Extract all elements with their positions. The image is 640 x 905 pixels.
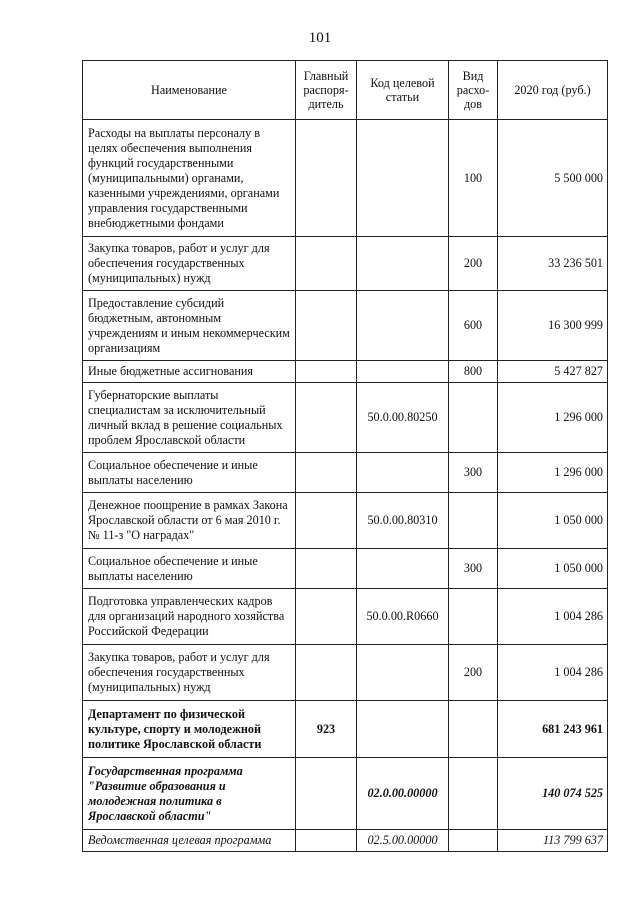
table-row — [83, 645, 608, 701]
row-type: 600 — [449, 291, 498, 361]
table-row — [83, 237, 608, 291]
table-row-program — [83, 758, 608, 830]
row-amount: 33 236 501 — [498, 237, 608, 291]
row-name: Ведомственная целевая программа — [83, 830, 296, 852]
table-row — [83, 361, 608, 383]
row-name: Социальное обеспечение и иные выплаты населению — [83, 453, 296, 493]
row-name: Закупка товаров, работ и услуг для обеспечения государственных (муниципальных) нужд — [83, 645, 296, 701]
row-code: 50.0.00.80250 — [357, 383, 449, 453]
row-amount: 1 050 000 — [498, 549, 608, 589]
row-code — [357, 549, 449, 589]
header-admin: Главный распоря-дитель — [296, 61, 357, 120]
row-amount: 1 004 286 — [498, 645, 608, 701]
row-name: Денежное поощрение в рамках Закона Ярославской области от 6 мая 2010 г. № 11-з "О наградах" — [83, 493, 296, 549]
table-row — [83, 291, 608, 361]
row-amount: 1 296 000 — [498, 383, 608, 453]
row-name: Социальное обеспечение и иные выплаты населению — [83, 549, 296, 589]
row-code: 02.0.00.00000 — [357, 758, 449, 830]
table-row — [83, 120, 608, 237]
row-type: 100 — [449, 120, 498, 237]
row-code — [357, 701, 449, 758]
row-name: Закупка товаров, работ и услуг для обеспечения государственных (муниципальных) нужд — [83, 237, 296, 291]
header-amount: 2020 год (руб.) — [498, 61, 608, 120]
header-type: Вид расхо-дов — [449, 61, 498, 120]
table-row — [83, 549, 608, 589]
row-admin — [296, 645, 357, 701]
row-type: 300 — [449, 453, 498, 493]
row-amount: 113 799 637 — [498, 830, 608, 852]
table-row-subprogram — [83, 830, 608, 852]
row-admin — [296, 493, 357, 549]
table-header-row — [83, 61, 608, 120]
row-type — [449, 493, 498, 549]
table-row — [83, 493, 608, 549]
row-admin — [296, 758, 357, 830]
row-admin: 923 — [296, 701, 357, 758]
row-amount: 140 074 525 — [498, 758, 608, 830]
row-name: Государственная программа "Развитие образования и молодежная политика в Ярославской области" — [83, 758, 296, 830]
row-type: 300 — [449, 549, 498, 589]
table-row-department — [83, 701, 608, 758]
row-amount: 5 427 827 — [498, 361, 608, 383]
row-code: 02.5.00.00000 — [357, 830, 449, 852]
row-name: Подготовка управленческих кадров для организаций народного хозяйства Российской Федерации — [83, 589, 296, 645]
page-number: 101 — [308, 30, 332, 46]
row-type — [449, 589, 498, 645]
row-code — [357, 120, 449, 237]
row-type — [449, 830, 498, 852]
row-amount: 16 300 999 — [498, 291, 608, 361]
row-admin — [296, 830, 357, 852]
table-row — [83, 589, 608, 645]
row-type: 200 — [449, 645, 498, 701]
row-type — [449, 383, 498, 453]
row-type: 200 — [449, 237, 498, 291]
row-admin — [296, 237, 357, 291]
row-amount: 1 050 000 — [498, 493, 608, 549]
row-code — [357, 645, 449, 701]
row-amount: 5 500 000 — [498, 120, 608, 237]
row-name: Расходы на выплаты персоналу в целях обеспечения выполнения функций государственными (муниципальными) органами, казенными учреждениями, органами управления государственными внебюджетными фондами — [83, 120, 296, 237]
budget-table — [82, 60, 608, 852]
row-code — [357, 453, 449, 493]
row-code: 50.0.00.80310 — [357, 493, 449, 549]
row-amount: 681 243 961 — [498, 701, 608, 758]
row-admin — [296, 361, 357, 383]
table-row — [83, 453, 608, 493]
row-admin — [296, 453, 357, 493]
row-code — [357, 291, 449, 361]
row-code: 50.0.00.R0660 — [357, 589, 449, 645]
row-type — [449, 701, 498, 758]
row-admin — [296, 120, 357, 237]
row-admin — [296, 291, 357, 361]
table-row — [83, 383, 608, 453]
row-type — [449, 758, 498, 830]
row-name: Предоставление субсидий бюджетным, автономным учреждениям и иным некоммерческим организациям — [83, 291, 296, 361]
row-admin — [296, 589, 357, 645]
row-name: Департамент по физической культуре, спорту и молодежной политике Ярославской области — [83, 701, 296, 758]
row-amount: 1 004 286 — [498, 589, 608, 645]
header-code: Код целевой статьи — [357, 61, 449, 120]
row-name: Иные бюджетные ассигнования — [83, 361, 296, 383]
row-admin — [296, 549, 357, 589]
row-type: 800 — [449, 361, 498, 383]
row-admin — [296, 383, 357, 453]
row-name: Губернаторские выплаты специалистам за исключительный личный вклад в решение социальных проблем Ярославской области — [83, 383, 296, 453]
row-code — [357, 237, 449, 291]
row-code — [357, 361, 449, 383]
header-name: Наименование — [83, 61, 296, 120]
row-amount: 1 296 000 — [498, 453, 608, 493]
